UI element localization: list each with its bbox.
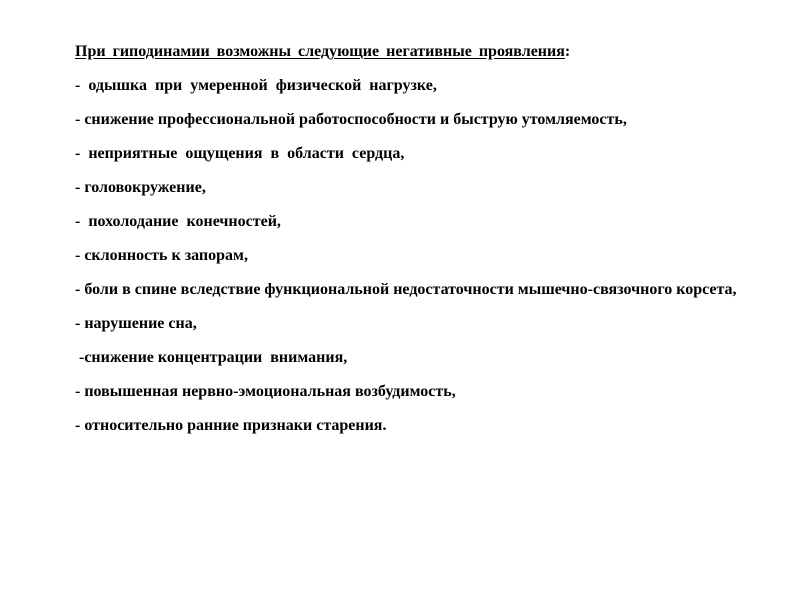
list-item-constipation: - склонность к запорам, <box>75 247 248 264</box>
list-item-work-capacity: - снижение профессиональной работоспособности и быструю утомляемость, <box>75 111 627 128</box>
list-item-attention: -снижение концентрации внимания, <box>75 349 348 366</box>
slide-heading <box>75 42 763 62</box>
list-item-excitability: - повышенная нервно-эмоциональная возбудимость, <box>75 383 456 400</box>
slide-heading-suffix: : <box>564 43 571 60</box>
list-item-cold-limbs: - похолодание конечностей, <box>75 213 281 230</box>
list-item-dizziness: - головокружение, <box>75 179 206 196</box>
list-item-heart: - неприятные ощущения в области сердца, <box>75 145 405 162</box>
list-item-sleep: - нарушение сна, <box>75 315 197 332</box>
slide-heading-underlined: При гиподинамии возможны следующие негативные проявления <box>75 43 565 60</box>
list-item-back-pain: - боли в спине вследствие функциональной недостаточности мышечно-связочного корсета, <box>75 281 737 298</box>
list-item-dyspnea: - одышка при умеренной физической нагрузке, <box>75 77 437 94</box>
slide-content <box>75 42 763 450</box>
list-item-aging: - относительно ранние признаки старения. <box>75 417 387 434</box>
